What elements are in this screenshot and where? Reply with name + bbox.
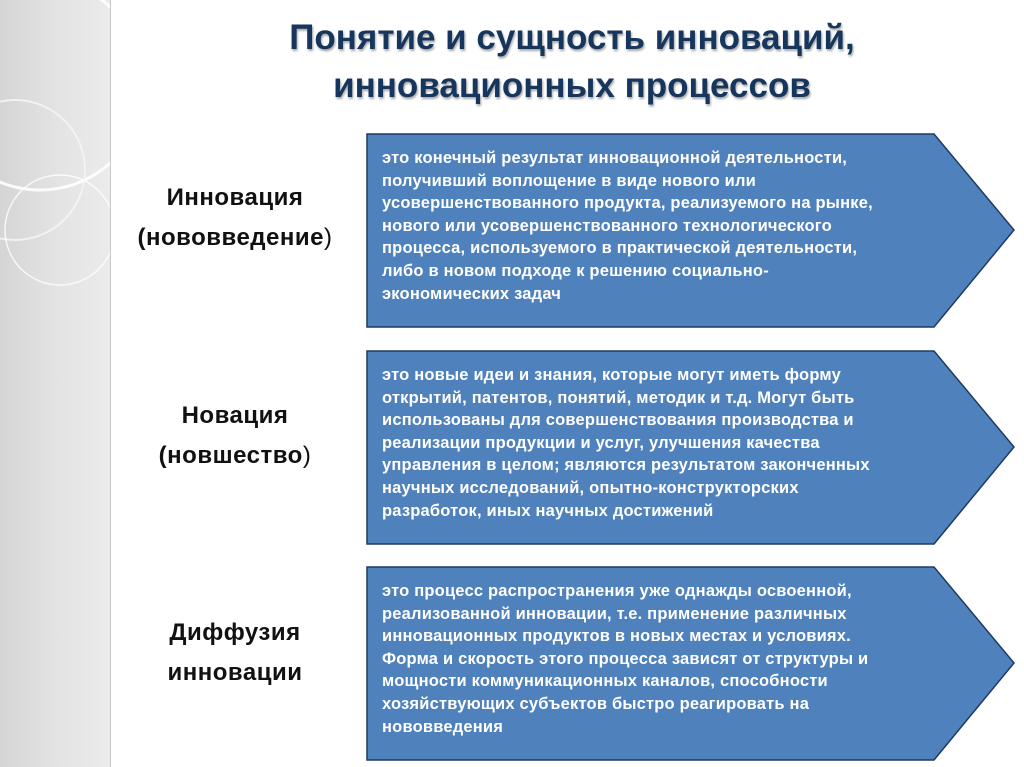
- term-innovation-synonym: (нововведение): [137, 224, 333, 251]
- page-title-line2: инновационных процессов: [333, 66, 811, 105]
- term-diffusion: [115, 613, 355, 693]
- term-novation: [115, 396, 355, 476]
- definition-diffusion: это процесс распространения уже однажды освоенной, реализованной инновации, т.е. применение различных инновационных продуктов в новых местах и условиях. Форма и скорость этого процесса зависят от структуры и мощности коммуникационных каналов, способности хозяйствующих субъектов быстро реагировать на нововведения: [382, 582, 869, 736]
- definition-arrow-novation: [366, 350, 1016, 545]
- term-novation-name: Новация: [181, 402, 289, 429]
- definition-arrow-diffusion: [366, 566, 1016, 761]
- decorative-circles: [0, 0, 110, 767]
- term-diffusion-object: инновации: [167, 659, 303, 686]
- page-title: [120, 14, 1024, 110]
- term-diffusion-name: Диффузия: [169, 619, 301, 646]
- page-title-line1: Понятие и сущность инноваций,: [289, 18, 855, 57]
- definition-arrow-innovation: [366, 133, 1016, 328]
- definition-innovation: это конечный результат инновационной деятельности, получивший воплощение в виде нового или усовершенствованного продукта, реализуемого на рынке, нового или усовершенствованного технологического процесса, используемого в практической деятельности, либо в новом подходе к решению социально- экономических задач: [382, 149, 873, 303]
- definition-novation: это новые идеи и знания, которые могут иметь форму открытий, патентов, понятий, методик и т.д. Могут быть использованы для совершенствования производства и реализации продукции и услуг, улучшения качества управления в целом; являются результатом законченных научных исследований, опытно-конструкторских разработок, иных научных достижений: [382, 366, 870, 520]
- decorative-sidebar: [0, 0, 111, 767]
- term-innovation-name: Инновация: [166, 184, 304, 211]
- term-novation-synonym: (новшество): [158, 442, 312, 469]
- term-innovation: [115, 178, 355, 258]
